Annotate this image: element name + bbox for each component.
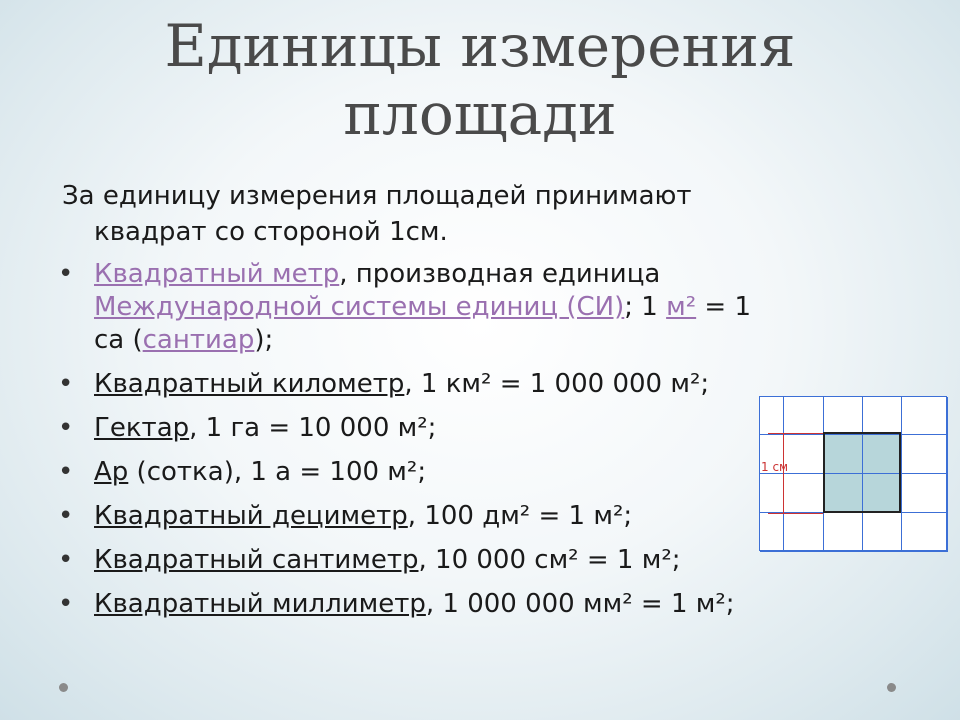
dimension-label: 1 см [761, 460, 789, 474]
grid-cell [902, 397, 948, 435]
link-m2[interactable]: м² [666, 292, 697, 322]
intro-line-2: квадрат со стороной 1см. [94, 217, 448, 247]
list-item [58, 412, 878, 445]
list-item [58, 368, 878, 401]
grid-cell [760, 513, 784, 552]
item-text: ; 1 [624, 292, 667, 322]
grid-cell [902, 435, 948, 474]
item-text: , производная единица [339, 259, 661, 289]
unit-square-outline [823, 432, 901, 513]
term-square-dm[interactable]: Квадратный дециметр [94, 501, 408, 531]
item-text: ); [254, 325, 274, 355]
list-item [58, 588, 878, 621]
list-item [58, 500, 878, 533]
list-item [58, 456, 878, 489]
item-text: (сотка), 1 а = 100 м²; [128, 457, 427, 487]
grid-cell [902, 474, 948, 513]
dimension-tick-bottom [768, 513, 823, 514]
list-item [58, 258, 878, 357]
grid-cell [863, 397, 902, 435]
grid-cell [784, 474, 824, 513]
title-line-1: Единицы измерения [164, 12, 796, 80]
intro-text [62, 178, 822, 250]
grid-cell [760, 474, 784, 513]
grid-cell [784, 435, 824, 474]
link-santiar[interactable]: сантиар [142, 325, 255, 355]
link-square-metre[interactable]: Квадратный метр [94, 259, 340, 289]
item-text: , 1 км² = 1 000 000 м²; [404, 369, 710, 399]
link-si-system[interactable]: Международной системы единиц (СИ) [94, 292, 625, 322]
term-hectare[interactable]: Гектар [94, 413, 190, 443]
term-square-mm[interactable]: Квадратный миллиметр [94, 589, 426, 619]
item-text: = 1 [696, 292, 752, 322]
bullet-dot-left [59, 683, 68, 692]
intro-line-1: За единицу измерения площадей принимают [62, 181, 692, 211]
grid-cell [863, 513, 902, 552]
grid-cell [784, 397, 824, 435]
grid-cell [824, 513, 863, 552]
bullet-dot-right [887, 683, 896, 692]
item-text: , 100 дм² = 1 м²; [407, 501, 633, 531]
grid-cell [760, 397, 784, 435]
grid-cell [824, 397, 863, 435]
term-square-cm[interactable]: Квадратный сантиметр [94, 545, 419, 575]
units-list [58, 258, 878, 632]
term-square-km[interactable]: Квадратный километр [94, 369, 405, 399]
grid-cell [784, 513, 824, 552]
dimension-tick-top [768, 433, 823, 434]
slide-title [0, 12, 960, 148]
term-are[interactable]: Ар [94, 457, 129, 487]
list-item [58, 544, 878, 577]
item-text: , 1 000 000 мм² = 1 м²; [425, 589, 735, 619]
grid-cell [902, 513, 948, 552]
item-text: , 10 000 см² = 1 м²; [418, 545, 681, 575]
item-text: , 1 га = 10 000 м²; [189, 413, 437, 443]
item-text: са ( [94, 325, 143, 355]
title-line-2: площади [343, 80, 617, 148]
